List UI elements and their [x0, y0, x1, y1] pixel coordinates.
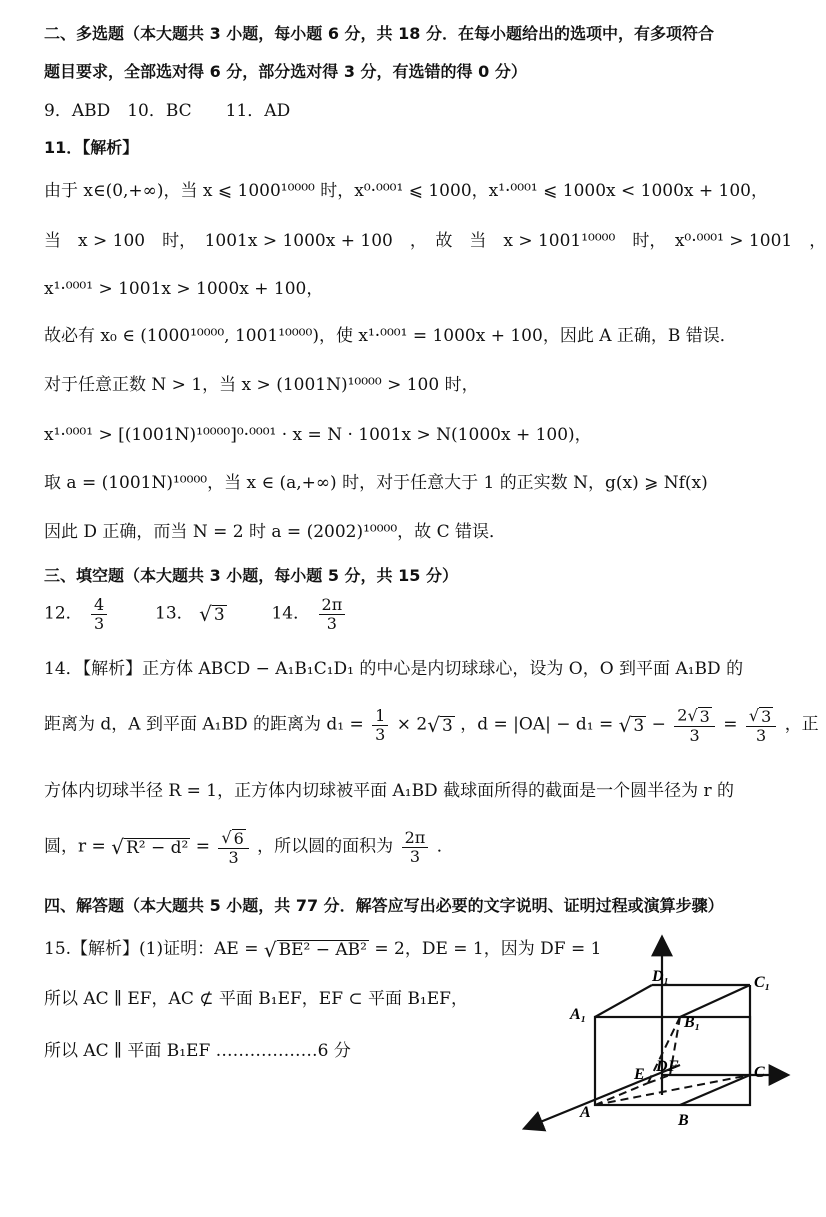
answer-14-fraction — [319, 596, 346, 632]
answer-14-label: 14． — [271, 603, 311, 624]
fraction-denominator: 3 — [689, 725, 700, 745]
fraction-denominator: 3 — [409, 846, 421, 866]
analysis-14-line-2 — [44, 705, 819, 745]
fraction — [372, 707, 388, 743]
fraction — [746, 706, 776, 744]
analysis-11-line-3: x¹·⁰⁰⁰¹ > 1001x > 1000x + 100， — [44, 279, 324, 299]
analysis-14-line-4 — [44, 828, 760, 866]
radical: √ 3 — [427, 713, 453, 738]
answer-13-label: 13． — [155, 603, 194, 624]
label-C1: C₁ — [754, 974, 771, 991]
analysis-14-line-3: 方体内切球半径 R = 1，正方体内切球被平面 A₁BD 截球面所得的截面是一个圆半径为 r 的 — [44, 781, 735, 801]
fraction — [218, 828, 248, 866]
analysis-11-line-2: 当 x > 100 时， 1001x > 1000x + 100 ， 故 当 x > 1001¹⁰⁰⁰⁰ 时， x⁰·⁰⁰⁰¹ > 1001 ， — [44, 231, 826, 251]
radical: √ R² − d² — [111, 835, 189, 860]
analysis-11-title: 11．【解析】 — [44, 138, 139, 157]
fraction-denominator: 3 — [326, 613, 337, 633]
fraction-denominator: 3 — [94, 613, 105, 633]
text-segment: − — [651, 714, 666, 735]
fraction-denominator: 3 — [755, 725, 767, 745]
analysis-11-line-5: 对于任意正数 N > 1，当 x > (1001N)¹⁰⁰⁰⁰ > 100 时， — [44, 375, 479, 395]
text-segment: = — [723, 714, 738, 735]
fraction — [674, 706, 715, 744]
radicand: 3 — [633, 715, 645, 736]
label-B: B — [678, 1112, 689, 1129]
label-A1: A₁ — [570, 1006, 587, 1023]
analysis-11-line-7: 取 a = (1001N)¹⁰⁰⁰⁰，当 x ∈ (a,+∞) 时，对于任意大于 1 的正实数 N，g(x) ⩾ Nf(x) — [44, 473, 708, 493]
text-segment: 距离为 d，A 到平面 A₁BD 的距离为 d₁ = — [44, 714, 364, 735]
fraction-denominator: 3 — [375, 724, 386, 744]
radical: √ BE² − AB² — [263, 937, 367, 962]
text-segment: 圆，r = — [44, 836, 106, 857]
label-B1: B₁ — [684, 1014, 701, 1031]
section-2-heading-cont: 题目要求，全部选对得 6 分，部分选对得 3 分，有选错的得 0 分） — [44, 62, 527, 81]
radical: √ 3 — [618, 713, 645, 738]
section-4-heading: 四、解答题（本大题共 5 小题，共 77 分．解答应写出必要的文字说明、证明过程或演算步骤） — [44, 896, 724, 915]
radicand: BE² − AB² — [278, 940, 367, 961]
answer-12-label: 12． — [44, 603, 83, 624]
answers-12-14 — [44, 596, 760, 632]
section-2-heading: 二、多选题（本大题共 3 小题，每小题 6 分，共 18 分．在每小题给出的选项中，有多项符合 — [44, 24, 714, 43]
label-A: A — [580, 1104, 591, 1121]
answer-13-radical: √ 3 — [199, 602, 225, 627]
radicand: 3 — [441, 715, 453, 736]
text-segment: ，正 — [784, 714, 819, 735]
text-segment: ． — [436, 836, 454, 857]
text-segment: = 2，DE = 1，因为 DF = 1 — [374, 939, 602, 959]
label-C: C — [754, 1064, 765, 1081]
edge-C-B — [680, 1075, 750, 1105]
fraction-numerator: √ 3 — [746, 706, 776, 727]
label-D1: D₁ — [652, 968, 670, 985]
label-E: E — [634, 1066, 645, 1083]
fraction-numerator: 2π — [319, 596, 346, 615]
radicand: 3 — [213, 604, 225, 625]
answers-9-11: 9．ABD 10．BC 11．AD — [44, 101, 291, 121]
text-segment: ，d = |OA| − d₁ = — [460, 714, 614, 735]
text-segment: × 2 — [396, 714, 428, 735]
edge-A1-D1 — [595, 985, 652, 1017]
text-segment: 15.【解析】(1)证明：AE = — [44, 939, 259, 959]
label-F: F — [668, 1058, 679, 1075]
edge-B1-C1-top — [680, 985, 750, 1017]
analysis-11-line-1: 由于 x∈(0,+∞)，当 x ⩽ 1000¹⁰⁰⁰⁰ 时，x⁰·⁰⁰⁰¹ ⩽ 1000，x¹·⁰⁰⁰¹ ⩽ 1000x < 1000x + 100， — [44, 181, 769, 201]
label-D: D — [656, 1058, 668, 1075]
solution-15-line-1 — [44, 937, 602, 962]
text-segment: ，所以圆的面积为 — [257, 836, 394, 857]
fraction — [402, 829, 429, 865]
radicand: R² − d² — [125, 837, 189, 858]
fraction-denominator: 3 — [228, 847, 239, 867]
analysis-11-line-4: 故必有 x₀ ∈ (1000¹⁰⁰⁰⁰, 1001¹⁰⁰⁰⁰)，使 x¹·⁰⁰⁰¹ = 1000x + 100，因此 A 正确，B 错误． — [44, 326, 737, 346]
analysis-11-line-8: 因此 D 正确，而当 N = 2 时 a = (2002)¹⁰⁰⁰⁰，故 C 错误． — [44, 522, 506, 542]
cube-figure — [520, 935, 790, 1135]
section-3-heading: 三、填空题（本大题共 3 小题，每小题 5 分，共 15 分） — [44, 566, 458, 585]
dashed-A-E — [595, 1083, 648, 1105]
answer-12-fraction — [91, 596, 107, 632]
fraction-numerator: 4 — [91, 596, 107, 615]
solution-15-line-2: 所以 AC ∥ EF，AC ⊄ 平面 B₁EF，EF ⊂ 平面 B₁EF， — [44, 989, 468, 1009]
fraction-numerator: 1 — [372, 707, 388, 726]
solution-15-line-3: 所以 AC ∥ 平面 B₁EF ………………6 分 — [44, 1041, 351, 1061]
text-segment: = — [195, 836, 210, 857]
fraction-numerator: 2π — [402, 829, 429, 848]
fraction-numerator: √ 6 — [218, 828, 248, 849]
analysis-11-line-6: x¹·⁰⁰⁰¹ > [(1001N)¹⁰⁰⁰⁰]⁰·⁰⁰⁰¹ · x = N · 1001x > N(1000x + 100)， — [44, 425, 592, 445]
analysis-14-line-1: 14．【解析】正方体 ABCD − A₁B₁C₁D₁ 的中心是内切球球心，设为 O，O 到平面 A₁BD 的 — [44, 659, 744, 679]
fraction-numerator: 2 √ 3 — [674, 706, 715, 727]
